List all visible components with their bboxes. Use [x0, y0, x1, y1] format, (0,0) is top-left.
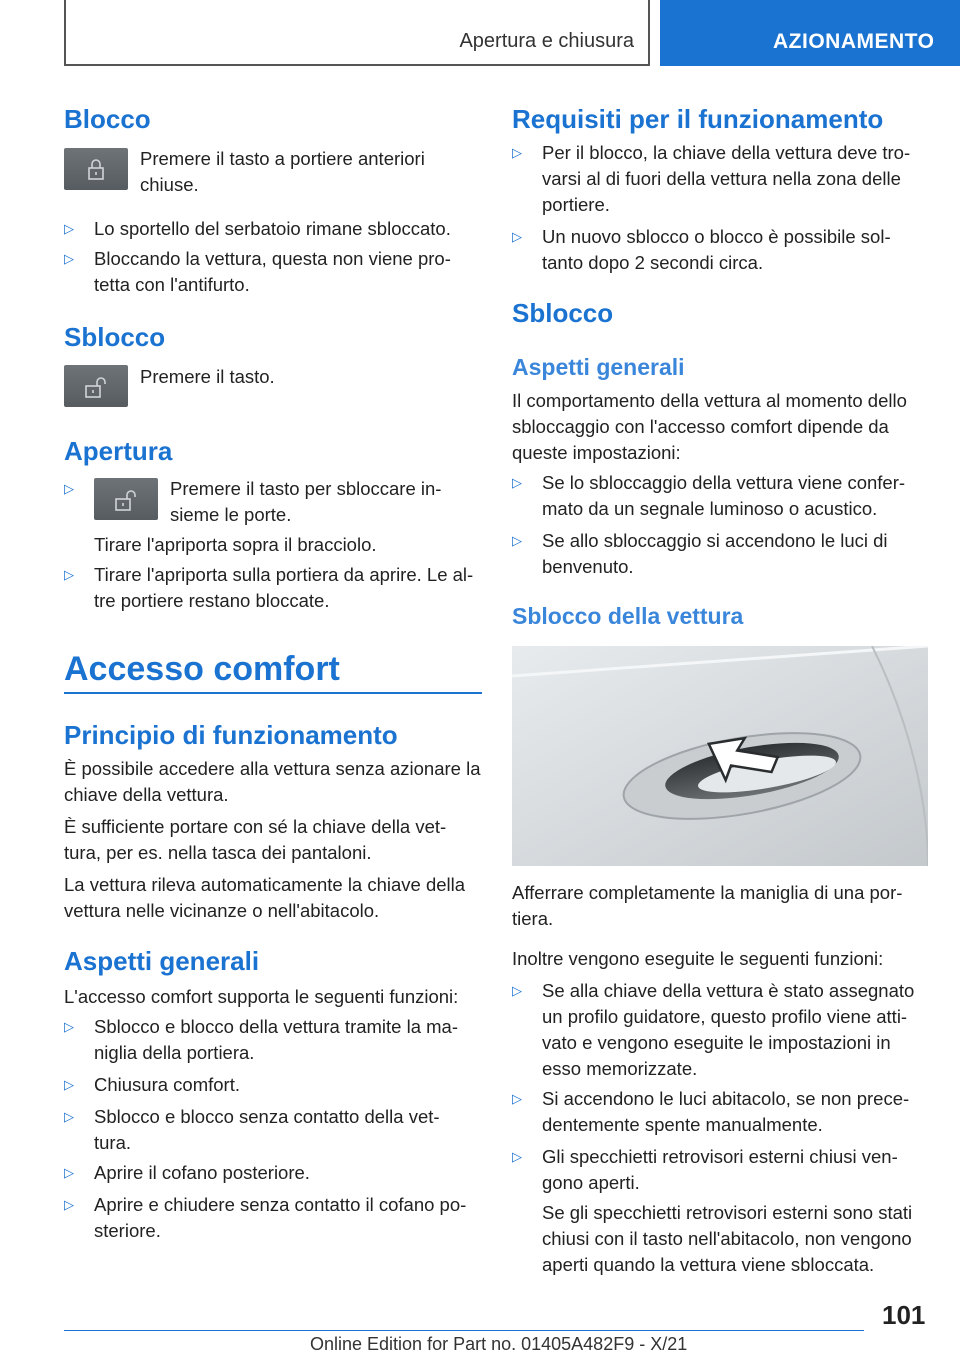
- header-chapter-title: AZIONAMENTO: [773, 30, 935, 53]
- door-handle-photo: [512, 646, 928, 866]
- bullet-triangle-icon: ▷: [512, 229, 522, 244]
- principio-paragraph: È possibile accedere alla vettura senza azionare la chiave della vettura.: [64, 758, 481, 805]
- unlock-button-image: [94, 478, 158, 520]
- lock-icon: [64, 148, 128, 190]
- list-item: ▷ Chiusura comfort.: [64, 1072, 482, 1098]
- aspetti-heading: Aspetti generali: [64, 946, 260, 976]
- specchietti-note: Se gli specchietti retrovisori esterni sono stati chiusi con il tasto nell'abitacolo, non vengono aperti quando la vettura viene sbloccata.: [542, 1202, 913, 1275]
- inoltre-text: Inoltre vengono eseguite le seguenti funzioni:: [512, 948, 884, 969]
- bullet-triangle-icon: ▷: [64, 1077, 74, 1092]
- list-item: ▷ Sblocco e blocco della vettura tramite la ma-niglia della portiera.: [64, 1016, 459, 1063]
- list-item: ▷ Lo sportello del serbatoio rimane sbloccato.: [64, 216, 482, 242]
- requisiti-heading: Requisiti per il funzionamento: [512, 104, 884, 134]
- apertura-b1-text: Premere il tasto per sbloccare in-sieme le porte.: [170, 478, 442, 525]
- sblocco-heading: Sblocco: [64, 322, 166, 352]
- unlock-icon: [64, 365, 128, 407]
- list-item: ▷ Se lo sbloccaggio della vettura viene confer-mato da un segnale luminoso o acustico.: [512, 472, 906, 519]
- section-rule: [64, 692, 482, 694]
- blocco-text: Premere il tasto a portiere anteriori chiuse.: [140, 148, 425, 195]
- apertura-b1-text2: Tirare l'apriporta sopra il bracciolo.: [94, 534, 377, 555]
- door-handle-illustration: [512, 646, 928, 866]
- bullet-triangle-icon: ▷: [64, 221, 74, 236]
- sblocco-right-heading: Sblocco: [512, 298, 614, 328]
- bullet-triangle-icon: ▷: [512, 1149, 522, 1164]
- list-item: ▷ Se alla chiave della vettura è stato assegnato un profilo guidatore, questo profilo viene atti-vato e vengono eseguite le impostazioni in esso memorizzate.: [512, 980, 915, 1079]
- list-item: [64, 476, 482, 538]
- bullet-triangle-icon: ▷: [64, 1019, 74, 1034]
- bullet-triangle-icon: ▷: [512, 983, 522, 998]
- list-item: ▷ Tirare l'apriporta sulla portiera da aprire. Le al-tre portiere restano bloccate.: [64, 564, 474, 611]
- list-item: ▷ Sblocco e blocco senza contatto della vet-tura.: [64, 1106, 440, 1153]
- list-item: ▷ Un nuovo sblocco o blocco è possibile sol-tanto dopo 2 secondi circa.: [512, 226, 891, 273]
- unlock-button-image: [64, 365, 128, 407]
- list-item: ▷ Bloccando la vettura, questa non viene pro-tetta con l'antifurto.: [64, 248, 451, 295]
- lock-button-image: [64, 148, 128, 190]
- afferrare-text: Afferrare completamente la maniglia di una por-tiera.: [512, 882, 903, 929]
- list-item: ▷ Se allo sbloccaggio si accendono le luci di benvenuto.: [512, 530, 888, 577]
- aspetti-right-heading: Aspetti generali: [512, 354, 685, 380]
- page-number: 101: [882, 1300, 926, 1330]
- bullet-triangle-icon: ▷: [64, 1109, 74, 1124]
- bullet-triangle-icon: ▷: [64, 1165, 74, 1180]
- list-item: ▷ Aprire e chiudere senza contatto il cofano po-steriore.: [64, 1194, 467, 1241]
- apertura-heading: Apertura: [64, 436, 173, 466]
- header-chapter-tab: [660, 0, 960, 66]
- list-item: ▷ Gli specchietti retrovisori esterni chiusi ven-gono aperti.: [512, 1146, 898, 1193]
- bullet-triangle-icon: ▷: [64, 481, 74, 496]
- principio-paragraph: È sufficiente portare con sé la chiave della vet-tura, per es. nella tasca dei pantaloni.: [64, 816, 447, 863]
- bullet-triangle-icon: ▷: [64, 567, 74, 582]
- list-item: ▷ Aprire il cofano posteriore.: [64, 1160, 482, 1186]
- bullet-triangle-icon: ▷: [512, 1091, 522, 1106]
- aspetti-right-text: Il comportamento della vettura al momento dello sbloccaggio con l'accesso comfort dipende da queste impostazioni:: [512, 390, 907, 463]
- blocco-heading: Blocco: [64, 104, 151, 134]
- header-section-box: [64, 0, 650, 66]
- accesso-comfort-heading: Accesso comfort: [64, 650, 340, 688]
- bullet-triangle-icon: ▷: [64, 251, 74, 266]
- bullet-triangle-icon: ▷: [512, 145, 522, 160]
- sblocco-vettura-heading: Sblocco della vettura: [512, 603, 744, 629]
- principio-heading: Principio di funzionamento: [64, 720, 398, 750]
- unlock-icon: [94, 478, 158, 520]
- header-section-title: Apertura e chiusura: [459, 30, 634, 52]
- sblocco-text: Premere il tasto.: [140, 366, 275, 387]
- principio-paragraph: La vettura rileva automaticamente la chiave della vettura nelle vicinanze o nell'abitacolo.: [64, 874, 466, 921]
- aspetti-intro: L'accesso comfort supporta le seguenti funzioni:: [64, 986, 459, 1007]
- bullet-triangle-icon: ▷: [512, 475, 522, 490]
- list-item: ▷ Per il blocco, la chiave della vettura deve tro-varsi al di fuori della vettura nella zona delle portiere.: [512, 142, 911, 215]
- footer-edition: Online Edition for Part no. 01405A482F9 - X/21: [310, 1334, 688, 1354]
- bullet-triangle-icon: ▷: [64, 1197, 74, 1212]
- footer-rule: [64, 1330, 864, 1331]
- bullet-triangle-icon: ▷: [512, 533, 522, 548]
- list-item: ▷ Si accendono le luci abitacolo, se non prece-dentemente spente manualmente.: [512, 1088, 910, 1135]
